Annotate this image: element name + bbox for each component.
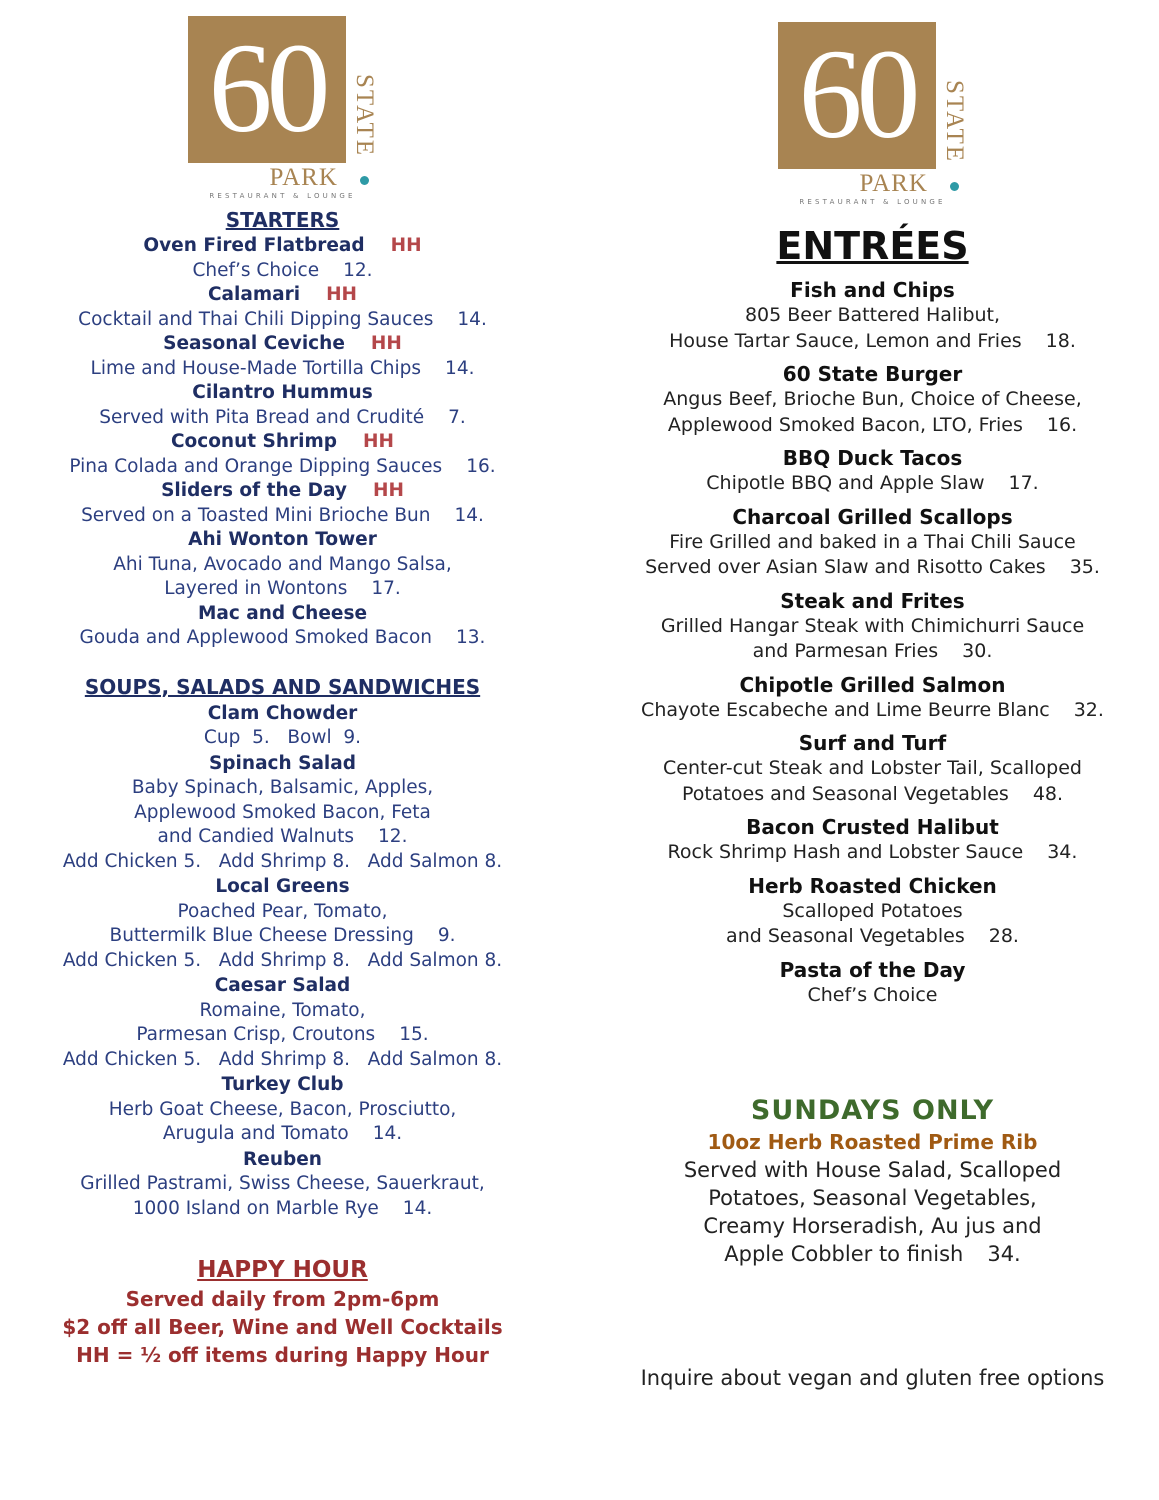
item-description (20, 924, 545, 949)
item-description-text: Center-cut Steak and Lobster Tail, Scalloped (663, 757, 1082, 779)
item-description-text: Scalloped Potatoes (782, 899, 963, 922)
item-price: 14. (445, 357, 475, 379)
entrees-heading: ENTRÉES (776, 224, 969, 268)
menu-item (20, 234, 545, 283)
item-name-row (610, 814, 1135, 840)
item-name: Ahi Wonton Tower (188, 529, 377, 550)
item-description-text: Fire Grilled and baked in a Thai Chili Sauce (669, 530, 1076, 553)
logo-tagline: RESTAURANT & LOUNGE (209, 192, 356, 200)
item-add-ons: Add Chicken 5. Add Shrimp 8. Add Salmon 8. (62, 850, 503, 872)
menu-item (20, 752, 545, 875)
item-description-text: Buttermilk Blue Cheese Dressing (109, 925, 414, 946)
sundays-desc-line: Creamy Horseradish, Au jus and (703, 1214, 1042, 1238)
menu-item (20, 1073, 545, 1147)
item-description (20, 825, 545, 850)
item-name: Calamari (207, 284, 301, 305)
soups-section (20, 673, 545, 1222)
item-name-row (20, 528, 545, 553)
item-description-text: Served on a Toasted Mini Brioche Bun (81, 504, 431, 526)
item-add-ons: Add Chicken 5. Add Shrimp 8. Add Salmon 8. (62, 949, 503, 971)
item-description (20, 504, 545, 529)
item-description (20, 1023, 545, 1048)
item-description-text: Chef’s Choice (192, 259, 320, 281)
item-description (20, 455, 545, 480)
left-column (20, 0, 545, 1369)
item-description-text: Parmesan Crisp, Croutons (136, 1024, 376, 1045)
item-price: 12. (343, 259, 373, 281)
item-description-text: Potatoes and Seasonal Vegetables (681, 782, 1009, 805)
item-name-row (20, 234, 545, 259)
soups-list (20, 702, 545, 1222)
item-description (20, 1098, 545, 1123)
happy-hour-line: $2 off all Beer, Wine and Well Cocktails (62, 1315, 503, 1339)
item-name: Caesar Salad (214, 975, 351, 996)
item-description (610, 782, 1135, 808)
item-name-row (610, 504, 1135, 530)
soups-heading: SOUPS, SALADS AND SANDWICHES (84, 674, 481, 699)
item-description (610, 924, 1135, 950)
item-description (610, 983, 1135, 1009)
item-description-text: 1000 Island on Marble Rye (132, 1197, 379, 1219)
item-name: Herb Roasted Chicken (748, 873, 997, 898)
item-description (20, 626, 545, 651)
item-name: Coconut Shrimp (170, 431, 338, 452)
sundays-desc-line: Served with House Salad, Scalloped (683, 1158, 1062, 1182)
item-price: 14. (457, 308, 487, 330)
item-name-row (20, 1073, 545, 1098)
item-price: 15. (399, 1024, 429, 1045)
item-name: Spinach Salad (208, 752, 356, 774)
sundays-desc-text: Apple Cobbler to finish (724, 1242, 964, 1266)
menu-item (20, 1148, 545, 1222)
item-description-text: Cocktail and Thai Chili Dipping Sauces (78, 308, 434, 330)
item-price: 16. (1046, 413, 1078, 436)
item-name-row (20, 974, 545, 999)
item-description (610, 698, 1135, 724)
item-name-row (20, 283, 545, 308)
item-name: Turkey Club (221, 1074, 344, 1095)
item-name-row (610, 588, 1135, 614)
logo-number: 60 (798, 23, 915, 165)
menu-item (20, 283, 545, 332)
footer-note: Inquire about vegan and gluten free options (640, 1366, 1105, 1390)
logo-state: STATE (350, 74, 378, 157)
item-name-row (20, 875, 545, 900)
item-description-text: Rock Shrimp Hash and Lobster Sauce (667, 841, 1024, 863)
item-description (20, 776, 545, 801)
item-description (610, 614, 1135, 640)
item-description-text: Layered in Wontons (164, 578, 348, 599)
item-name-row (20, 479, 545, 504)
item-name: Surf and Turf (798, 731, 947, 755)
item-name-row (20, 381, 545, 406)
item-description (20, 726, 545, 751)
item-description-text: Cup 5. Bowl 9. (203, 727, 362, 748)
item-name: Clam Chowder (207, 702, 358, 724)
menu-item (610, 361, 1135, 438)
item-description (20, 553, 545, 578)
item-name: Local Greens (215, 876, 350, 897)
item-name: 60 State Burger (782, 362, 963, 386)
item-name-row (610, 730, 1135, 756)
item-description (20, 406, 545, 431)
item-description (20, 308, 545, 333)
starters-heading: STARTERS (225, 208, 340, 232)
item-description-text: Grilled Hangar Steak with Chimichurri Sauce (660, 614, 1085, 637)
item-description (610, 329, 1135, 355)
happy-hour-line: Served daily from 2pm-6pm (125, 1287, 440, 1311)
logo-number: 60 (208, 17, 325, 159)
item-name: Reuben (243, 1148, 322, 1170)
item-name: Steak and Frites (780, 588, 965, 613)
menu-item (610, 588, 1135, 665)
item-name-row (610, 873, 1135, 899)
item-description-text: and Candied Walnuts (157, 826, 355, 847)
item-description (20, 801, 545, 826)
item-name: Charcoal Grilled Scallops (732, 504, 1013, 529)
item-price: 17. (1008, 472, 1039, 494)
happy-hour-badge: HH (363, 431, 395, 452)
item-name-row (610, 672, 1135, 698)
item-description-text: and Seasonal Vegetables (726, 925, 965, 947)
item-description-text: Chef’s Choice (807, 983, 938, 1006)
item-description-text: Angus Beef, Brioche Bun, Choice of Cheese, (663, 388, 1082, 410)
item-description-text: Baby Spinach, Balsamic, Apples, (131, 777, 434, 798)
menu-item (610, 277, 1135, 354)
logo (778, 22, 968, 210)
logo-park: PARK (269, 164, 338, 191)
item-name-row (20, 430, 545, 455)
item-description-text: Gouda and Applewood Smoked Bacon (79, 627, 433, 648)
menu-item (20, 974, 545, 1072)
logo-state: STATE (940, 80, 968, 163)
starters-list (20, 234, 545, 651)
sundays-heading: SUNDAYS ONLY (750, 1095, 995, 1126)
item-name: Seasonal Ceviche (163, 333, 345, 354)
item-name: Cilantro Hummus (192, 382, 373, 403)
item-price: 32. (1073, 698, 1104, 721)
item-name: Oven Fired Flatbread (143, 235, 365, 256)
menu-item (20, 381, 545, 430)
right-column (610, 0, 1135, 1392)
logo-tagline: RESTAURANT & LOUNGE (799, 198, 946, 206)
item-price: 7. (448, 406, 466, 428)
item-description-text: House Tartar Sauce, Lemon and Fries (669, 329, 1022, 352)
menu-item (610, 730, 1135, 807)
item-description-text: Romaine, Tomato, (199, 999, 366, 1021)
item-description (610, 555, 1135, 581)
menu-item (610, 445, 1135, 497)
item-description-text: Herb Goat Cheese, Bacon, Prosciutto, (108, 1098, 457, 1120)
item-description (20, 1172, 545, 1197)
item-description-text: Arugula and Tomato (162, 1123, 349, 1144)
item-name-row (20, 332, 545, 357)
menu-item (20, 430, 545, 479)
item-description (20, 1197, 545, 1222)
logo-park: PARK (859, 170, 928, 197)
item-description (610, 840, 1135, 866)
item-description (610, 756, 1135, 782)
item-name: Mac and Cheese (197, 602, 368, 624)
happy-hour-heading: HAPPY HOUR (197, 1257, 368, 1283)
happy-hour-badge: HH (370, 333, 402, 354)
item-price: 35. (1069, 556, 1100, 578)
item-description-text: Served over Asian Slaw and Risotto Cakes (645, 556, 1046, 578)
entrees-list (610, 277, 1135, 1008)
menu-item (20, 332, 545, 381)
item-price: 18. (1045, 329, 1076, 352)
item-description (20, 357, 545, 382)
item-name: Pasta of the Day (779, 957, 966, 982)
item-description-text: 805 Beer Battered Halibut, (744, 304, 1001, 326)
item-description-text: Pina Colada and Orange Dipping Sauces (69, 455, 443, 477)
sundays-price: 34. (987, 1242, 1021, 1266)
item-description (20, 1122, 545, 1147)
item-description (610, 530, 1135, 556)
menu-item (610, 672, 1135, 724)
menu-item (20, 479, 545, 528)
happy-hour-badge: HH (372, 480, 404, 501)
item-name-row (20, 1148, 545, 1173)
item-description (610, 413, 1135, 439)
menu-item (610, 814, 1135, 866)
item-description (610, 899, 1135, 925)
item-name-row (20, 602, 545, 627)
happy-hour-badge: HH (326, 284, 358, 305)
item-price: 30. (962, 640, 993, 662)
item-add-ons: Add Chicken 5. Add Shrimp 8. Add Salmon 8. (62, 1048, 503, 1070)
item-description (610, 471, 1135, 497)
menu-item (20, 875, 545, 973)
item-description (610, 639, 1135, 665)
item-name-row (610, 361, 1135, 387)
logo-dot (950, 182, 959, 191)
item-price: 34. (1047, 841, 1078, 863)
item-name: Chipotle Grilled Salmon (739, 672, 1006, 697)
sundays-desc-line (610, 1240, 1135, 1268)
item-description (20, 900, 545, 925)
item-description-text: Chipotle BBQ and Apple Slaw (706, 472, 985, 494)
item-description-text: and Parmesan Fries (752, 640, 939, 662)
item-price: 16. (466, 455, 496, 477)
item-name: Sliders of the Day (161, 480, 347, 501)
item-description (20, 577, 545, 602)
entrees-section (610, 222, 1135, 1008)
item-price: 14. (372, 1123, 403, 1144)
menu-item (610, 873, 1135, 950)
menu-item (20, 602, 545, 651)
item-price: 28. (988, 925, 1019, 947)
item-price: 17. (371, 578, 401, 599)
sundays-item: 10oz Herb Roasted Prime Rib (707, 1130, 1038, 1154)
item-name: BBQ Duck Tacos (782, 446, 963, 470)
item-description (610, 303, 1135, 329)
item-name: Bacon Crusted Halibut (746, 815, 999, 839)
item-name: Fish and Chips (790, 278, 955, 302)
sundays-desc-line: Potatoes, Seasonal Vegetables, (708, 1186, 1037, 1210)
item-description-text: Lime and House-Made Tortilla Chips (90, 357, 422, 379)
starters-section (20, 206, 545, 651)
item-name-row (610, 277, 1135, 303)
item-description (20, 999, 545, 1024)
item-price: 12. (378, 826, 408, 847)
happy-hour-line: HH = ½ off items during Happy Hour (76, 1343, 489, 1367)
item-description (20, 259, 545, 284)
item-price: 48. (1032, 782, 1064, 805)
item-name-row (20, 702, 545, 727)
item-description-text: Ahi Tuna, Avocado and Mango Salsa, (113, 553, 452, 575)
item-price: 14. (454, 504, 484, 526)
happy-hour-badge: HH (390, 235, 422, 256)
item-name-row (610, 445, 1135, 471)
menu-item (20, 702, 545, 751)
item-description-text: Applewood Smoked Bacon, Feta (134, 801, 431, 823)
item-name-row (20, 752, 545, 777)
menu-item (20, 528, 545, 602)
item-price: 9. (437, 925, 456, 946)
logo-dot (360, 176, 369, 185)
item-description-text: Grilled Pastrami, Swiss Cheese, Sauerkraut, (80, 1173, 485, 1194)
sundays-section (610, 1094, 1135, 1268)
item-description-text: Applewood Smoked Bacon, LTO, Fries (667, 413, 1023, 436)
item-description-text: Poached Pear, Tomato, (177, 900, 388, 922)
item-name-row (610, 957, 1135, 983)
item-description-text: Chayote Escabeche and Lime Beurre Blanc (641, 698, 1050, 721)
item-description (610, 387, 1135, 413)
menu-item (610, 504, 1135, 581)
happy-hour-section (20, 1255, 545, 1369)
item-price: 14. (402, 1197, 433, 1219)
item-price: 13. (456, 627, 486, 648)
menu-item (610, 957, 1135, 1009)
logo (188, 16, 378, 204)
item-description-text: Served with Pita Bread and Crudité (99, 406, 425, 428)
